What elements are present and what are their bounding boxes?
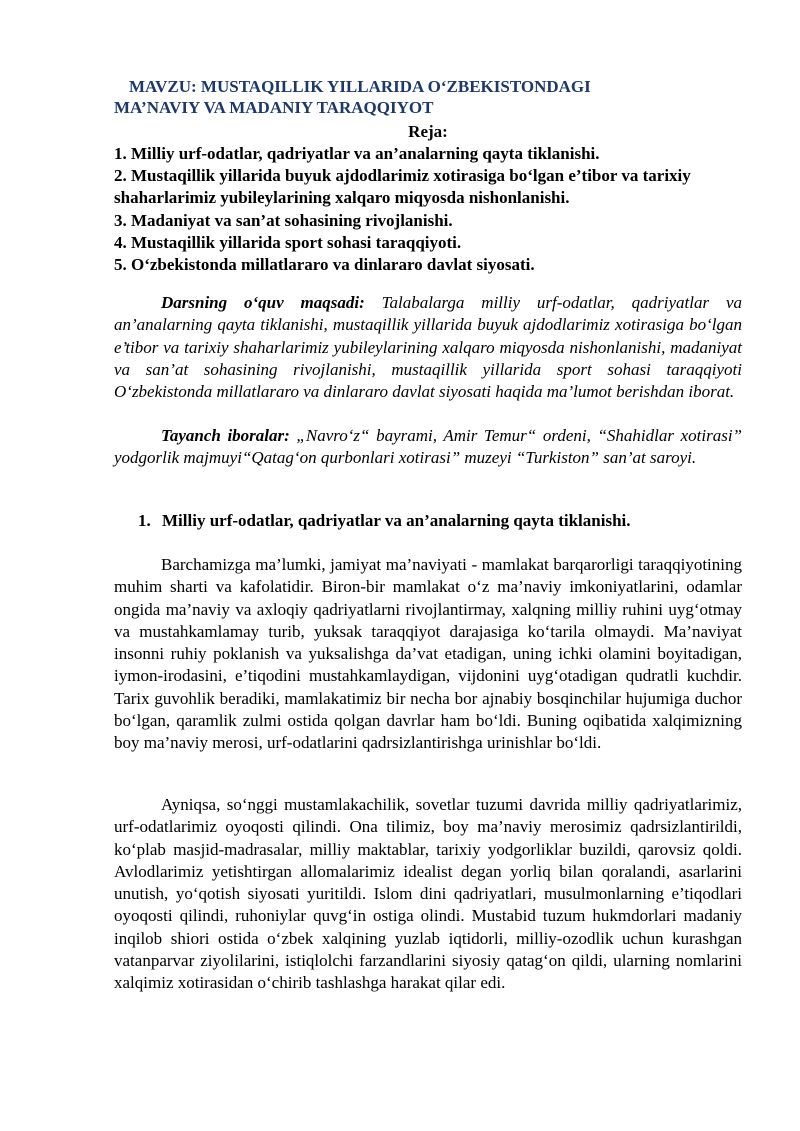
body-paragraph-1: Barchamizga ma’lumki, jamiyat ma’naviyati - mamlakat barqarorligi taraqqiyotining muhim sharti va kafolatidir. Biron-bir mamlakat o‘z ma’naviy imkoniyatlarini, odamlar ongida ma’naviy va axloqiy qadriyatlarni rivojlantirmay, xalqning milliy ruhini uyg‘otmay va mustahkamlamay turib, yuksak taraqqiyot darajasiga ko‘tarila olmaydi. Ma’naviyat insonni ruhiy poklanish va yuksalishga da’vat etadigan, uning ichki olamini boyitadigan, iymon-irodasini, e’tiqodini mustahkamlaydigan, vijdonini uyg‘otadigan qudratli kuchdir. Tarix guvohlik beradiki, mamlakatimiz bir necha bor ajnabiy bosqinchilar hujumiga duchor bo‘lgan, qaramlik zulmi ostida qolgan davrlar ham bo‘ldi. Buning oqibatida xalqimizning boy ma’naviy merosi, urf-odatlarini qadrsizlantirishga urinishlar bo‘ldi. xyxy=(114,555,742,752)
document-title xyxy=(114,76,714,118)
keywords-lead: Tayanch iboralar: xyxy=(161,426,290,445)
plan-item-2: 2. Mustaqillik yillarida buyuk ajdodlarimiz xotirasiga bo‘lgan e’tibor va tarixiy shaharlarimiz yubileylarining xalqaro miqyosda nishonlanishi. xyxy=(114,166,691,208)
plan-item-5: 5. O‘zbekistonda millatlararo va dinlararo davlat siyosati. xyxy=(114,255,535,275)
plan-list xyxy=(114,143,744,276)
plan-item-4: 4. Mustaqillik yillarida sport sohasi taraqqiyoti. xyxy=(114,232,462,252)
body-paragraph-2: Ayniqsa, so‘nggi mustamlakachilik, sovetlar tuzumi davrida milliy qadriyatlarimiz, urf-odatlarimiz oyoqosti qilindi. Ona tilimiz, boy ma’naviy merosimiz qadrsizlantirildi, ko‘plab masjid-madrasalar, milliy maktablar, tarixiy yodgorliklar buzildi, qarovsiz qoldi. Avlodlarimiz yetishtirgan allomalarimiz idealist degan yorliq bilan qoralandi, asarlarini unutish, yo‘qotish siyosati yuritildi. Islom dini qadriyatlari, musulmonlarning e’tiqodlari oyoqosti qilindi, ruhoniylar quvg‘in ostiga olindi. Mustabid tuzum hukmdorlari madaniy inqilob shiori ostida o‘zbek xalqining yuzlab iqtidorli, milliy-ozodlik uchun kurashgan vatanparvar ziyolilarini, istiqlolchi farzandlarini siyosiy qatag‘on qildi, ularning nomlarini xalqimiz xotirasidan o‘chirib tashlashga harakat qilar edi. xyxy=(114,795,742,992)
section-title: Milliy urf-odatlar, qadriyatlar va an’analarning qayta tiklanishi. xyxy=(162,511,631,530)
lesson-goal-paragraph xyxy=(114,292,742,403)
plan-label: Reja: xyxy=(408,122,448,141)
plan-item-1: 1. Milliy urf-odatlar, qadriyatlar va an’analarning qayta tiklanishi. xyxy=(114,144,600,163)
plan-item-3: 3. Madaniyat va san’at sohasining rivojlanishi. xyxy=(114,210,453,230)
section-heading xyxy=(138,510,738,532)
keywords-text: „Navro‘z“ bayrami, Amir Temur“ ordeni, “Shahidlar xotirasi” yodgorlik majmuyi“Qatag‘on qurbonlari xotirasi” muzeyi “Turkiston” san’at saroyi. xyxy=(114,426,742,468)
lesson-goal-text: Talabalarga milliy urf-odatlar, qadriyatlar va an’analarning qayta tiklanishi, mustaqillik yillarida buyuk ajdodlarimiz xotirasiga bo‘lgan e’tibor va tarixiy shaharlarimiz yubileylarining xalqaro miqyosda nishonlanishi, madaniyat va san’at sohasining rivojlanishi, mustaqillik yillarida sport sohasi taraqqiyoti O‘zbekistonda millatlararo va dinlararo davlat siyosati haqida ma’lumot berishdan iborat. xyxy=(114,293,742,402)
title-line-2: MA’NAVIY VA MADANIY TARAQQIYOT xyxy=(114,98,434,117)
section-number: 1. xyxy=(138,511,151,530)
lesson-goal-lead: Darsning o‘quv maqsadi: xyxy=(161,293,365,312)
keywords-paragraph xyxy=(114,425,742,470)
title-line-1: MAVZU: MUSTAQILLIK YILLARIDA O‘ZBEKISTONDAGI xyxy=(129,77,591,96)
